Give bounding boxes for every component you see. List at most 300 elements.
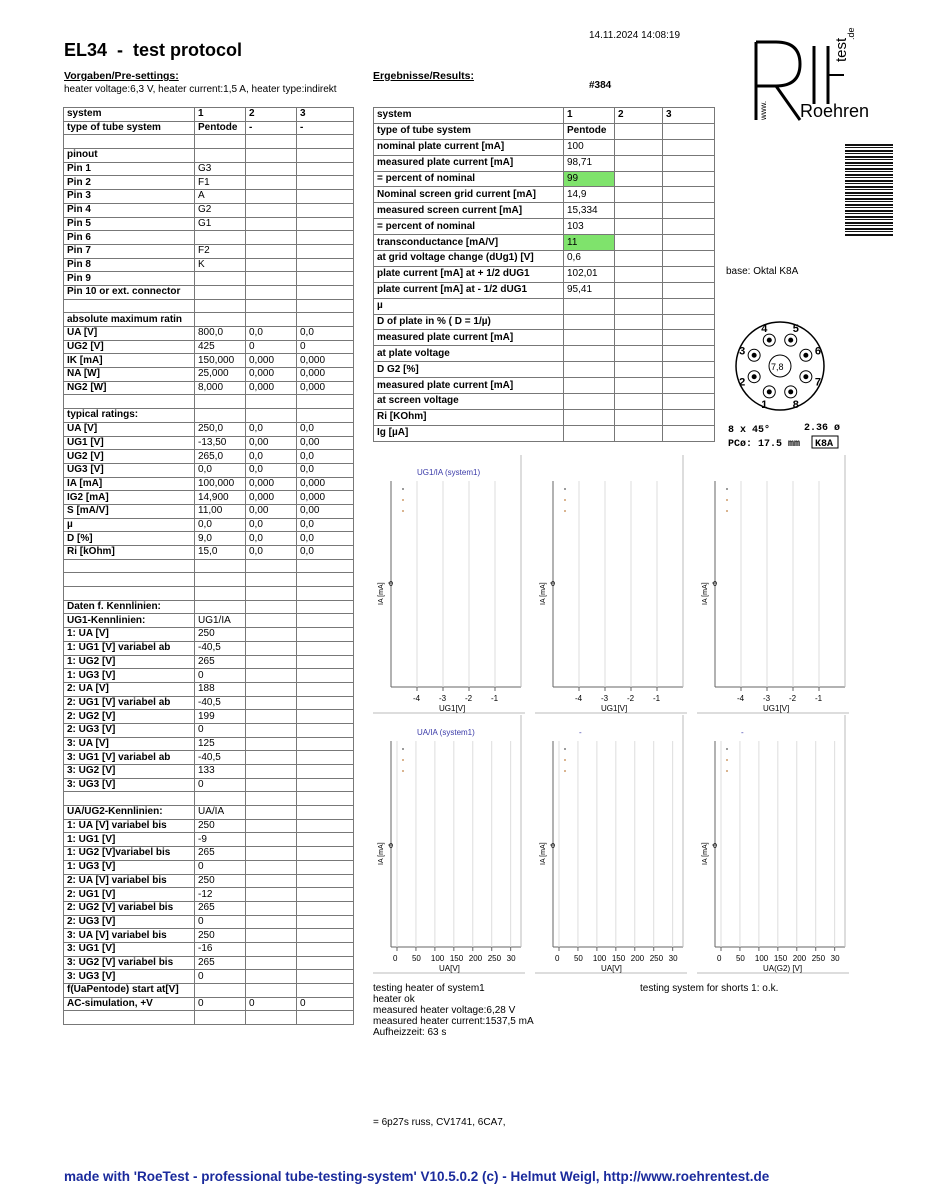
value-cell-system3 xyxy=(663,298,715,314)
value-cell-system2 xyxy=(246,285,297,299)
row-label-cell: Pin 3 xyxy=(64,190,195,204)
table-row xyxy=(64,285,354,299)
table-row xyxy=(64,546,354,560)
value-cell-system2 xyxy=(246,888,297,902)
table-row xyxy=(64,860,354,874)
value-cell-system1: -40,5 xyxy=(195,696,246,710)
value-cell-system1: 11 xyxy=(564,235,615,251)
chart-legend-marker xyxy=(402,488,404,490)
value-cell-system1: F1 xyxy=(195,176,246,190)
row-label-cell: UA [V] xyxy=(64,327,195,341)
value-cell-system2 xyxy=(615,155,663,171)
chart-x-tick-label: 200 xyxy=(630,954,645,963)
value-cell-system2 xyxy=(246,600,297,614)
table-row xyxy=(64,915,354,929)
value-cell-system2 xyxy=(246,587,297,601)
value-cell-system3 xyxy=(297,1011,354,1025)
value-cell-system2: 0,0 xyxy=(246,546,297,560)
value-cell-system1: 14,900 xyxy=(195,491,246,505)
value-cell-system1: 102,01 xyxy=(564,266,615,282)
table-row xyxy=(64,149,354,163)
value-cell-system3: 0 xyxy=(297,340,354,354)
value-cell-system1: -9 xyxy=(195,833,246,847)
value-cell-system1 xyxy=(564,298,615,314)
value-cell-system1: 100 xyxy=(564,139,615,155)
value-cell-system1: 265 xyxy=(195,901,246,915)
value-cell-system3 xyxy=(663,314,715,330)
value-cell-system3 xyxy=(297,559,354,573)
table-row xyxy=(64,641,354,655)
footer-credit: made with 'RoeTest - professional tube-testing-system' V10.5.0.2 (c) - Helmut Weigl, http://www.roehrentest.de xyxy=(64,1169,770,1184)
value-cell-system3 xyxy=(297,614,354,628)
value-cell-system2: - xyxy=(246,121,297,135)
value-cell-system3 xyxy=(663,139,715,155)
chart-x-tick-label: 100 xyxy=(754,954,769,963)
value-cell-system3 xyxy=(297,778,354,792)
value-cell-system2 xyxy=(246,135,297,149)
chart-y-zero-label: 0 xyxy=(389,581,393,588)
table-row xyxy=(64,696,354,710)
chart-legend-marker xyxy=(726,770,728,772)
value-cell-system1 xyxy=(195,1011,246,1025)
table-row xyxy=(64,778,354,792)
row-label-cell: Pin 4 xyxy=(64,203,195,217)
table-row xyxy=(64,669,354,683)
value-cell-system3 xyxy=(297,409,354,423)
value-cell-system2 xyxy=(246,723,297,737)
socket-pin-number: 3 xyxy=(739,345,746,358)
value-cell-system1: 199 xyxy=(195,710,246,724)
equivalent-tubes: = 6p27s russ, CV1741, 6CA7, xyxy=(373,1117,506,1128)
table-row xyxy=(64,108,354,122)
table-row xyxy=(64,491,354,505)
table-row xyxy=(64,833,354,847)
chart-x-tick-label: -2 xyxy=(465,694,473,703)
value-cell-system3: 0,0 xyxy=(297,532,354,546)
value-cell-system3 xyxy=(297,655,354,669)
value-cell-system3 xyxy=(297,942,354,956)
value-cell-system1 xyxy=(195,409,246,423)
chart-x-tick-label: -4 xyxy=(413,694,421,703)
logo-brand-text: Roehren xyxy=(800,101,870,121)
value-cell-system3 xyxy=(297,723,354,737)
row-label-cell xyxy=(64,587,195,601)
value-cell-system2 xyxy=(615,378,663,394)
value-cell-system2 xyxy=(246,149,297,163)
row-label-cell: UG3 [V] xyxy=(64,463,195,477)
table-row xyxy=(64,217,354,231)
row-label-cell: 2: UG2 [V] variabel bis xyxy=(64,901,195,915)
table-row xyxy=(64,368,354,382)
row-label-cell: Pin 7 xyxy=(64,244,195,258)
table-row xyxy=(64,710,354,724)
chart-legend-marker xyxy=(726,488,728,490)
chart-x-tick-label: 0 xyxy=(555,954,560,963)
value-cell-system3 xyxy=(297,587,354,601)
chart-background xyxy=(697,455,849,717)
value-cell-system3 xyxy=(663,171,715,187)
value-cell-system1 xyxy=(564,409,615,425)
value-cell-system1: 103 xyxy=(564,219,615,235)
characteristic-chart xyxy=(697,715,849,977)
socket-pin-contact xyxy=(803,353,808,358)
table-row xyxy=(64,600,354,614)
value-cell-system3 xyxy=(297,573,354,587)
value-cell-system3: 3 xyxy=(663,108,715,124)
row-label-cell: typical ratings: xyxy=(64,409,195,423)
row-label-cell: AC-simulation, +V xyxy=(64,997,195,1011)
value-cell-system3 xyxy=(297,737,354,751)
table-row xyxy=(374,108,715,124)
value-cell-system2 xyxy=(615,219,663,235)
table-row xyxy=(374,314,715,330)
chart-legend-marker xyxy=(726,510,728,512)
table-row xyxy=(64,956,354,970)
value-cell-system1: -13,50 xyxy=(195,436,246,450)
value-cell-system1: 8,000 xyxy=(195,381,246,395)
value-cell-system3 xyxy=(297,710,354,724)
value-cell-system1: 265,0 xyxy=(195,450,246,464)
value-cell-system2: 0,000 xyxy=(246,477,297,491)
heater-line: heater ok xyxy=(373,994,415,1005)
value-cell-system3 xyxy=(297,135,354,149)
chart-legend-marker xyxy=(726,759,728,761)
value-cell-system3 xyxy=(663,203,715,219)
value-cell-system1 xyxy=(195,395,246,409)
value-cell-system3 xyxy=(297,190,354,204)
value-cell-system2 xyxy=(246,272,297,286)
chart-x-tick-label: -3 xyxy=(763,694,771,703)
chart-x-tick-label: 250 xyxy=(487,954,502,963)
row-label-cell: Ri [kOhm] xyxy=(64,546,195,560)
table-row xyxy=(64,409,354,423)
row-label-cell: NA [W] xyxy=(64,368,195,382)
row-label-cell: at plate voltage xyxy=(374,346,564,362)
chart-y-zero-label: 0 xyxy=(551,843,555,850)
chart-title: - xyxy=(741,728,744,737)
chart-x-label: UG1[V] xyxy=(601,704,628,713)
value-cell-system1: 0 xyxy=(195,970,246,984)
chart-x-label: UG1[V] xyxy=(439,704,466,713)
value-cell-system1: Pentode xyxy=(564,123,615,139)
row-label-cell: 1: UG3 [V] xyxy=(64,860,195,874)
value-cell-system1: G2 xyxy=(195,203,246,217)
value-cell-system2 xyxy=(246,696,297,710)
value-cell-system1: 0,0 xyxy=(195,463,246,477)
row-label-cell: nominal plate current [mA] xyxy=(374,139,564,155)
results-table xyxy=(373,107,715,442)
value-cell-system1 xyxy=(195,792,246,806)
row-label-cell: 3: UG2 [V] xyxy=(64,765,195,779)
row-label-cell: = percent of nominal xyxy=(374,219,564,235)
value-cell-system2 xyxy=(246,901,297,915)
table-row xyxy=(64,682,354,696)
table-row xyxy=(64,231,354,245)
row-label-cell: = percent of nominal xyxy=(374,171,564,187)
value-cell-system1: 0 xyxy=(195,669,246,683)
socket-pinout-diagram xyxy=(724,310,854,455)
value-cell-system1: UG1/IA xyxy=(195,614,246,628)
value-cell-system2 xyxy=(615,266,663,282)
value-cell-system1: G3 xyxy=(195,162,246,176)
row-label-cell: IA [mA] xyxy=(64,477,195,491)
table-row xyxy=(374,298,715,314)
chart-y-zero-label: 0 xyxy=(389,843,393,850)
value-cell-system3: 0,0 xyxy=(297,422,354,436)
row-label-cell: 1: UG1 [V] variabel ab xyxy=(64,641,195,655)
row-label-cell: plate current [mA] at - 1/2 dUG1 xyxy=(374,282,564,298)
value-cell-system2: 0,000 xyxy=(246,354,297,368)
value-cell-system1 xyxy=(564,330,615,346)
heater-line: Aufheizzeit: 63 s xyxy=(373,1027,447,1038)
value-cell-system2 xyxy=(246,217,297,231)
value-cell-system1: 125 xyxy=(195,737,246,751)
page-title: EL34 - test protocol xyxy=(64,40,243,60)
value-cell-system2 xyxy=(246,231,297,245)
value-cell-system1 xyxy=(564,394,615,410)
value-cell-system1: 1 xyxy=(564,108,615,124)
value-cell-system1 xyxy=(195,272,246,286)
row-label-cell: 2: UG3 [V] xyxy=(64,915,195,929)
value-cell-system1: 15,334 xyxy=(564,203,615,219)
value-cell-system2 xyxy=(615,123,663,139)
value-cell-system2 xyxy=(246,874,297,888)
table-row xyxy=(64,354,354,368)
value-cell-system3 xyxy=(663,346,715,362)
value-cell-system3 xyxy=(297,600,354,614)
table-row xyxy=(64,203,354,217)
value-cell-system2 xyxy=(615,409,663,425)
value-cell-system2 xyxy=(246,299,297,313)
chart-x-tick-label: 50 xyxy=(735,954,745,963)
row-label-cell: Pin 8 xyxy=(64,258,195,272)
value-cell-system3 xyxy=(297,258,354,272)
table-row xyxy=(64,614,354,628)
row-label-cell: measured plate current [mA] xyxy=(374,330,564,346)
row-label-cell: 3: UA [V] xyxy=(64,737,195,751)
chart-x-tick-label: 250 xyxy=(649,954,664,963)
value-cell-system3: 0,0 xyxy=(297,518,354,532)
value-cell-system3: 0,0 xyxy=(297,463,354,477)
value-cell-system3 xyxy=(297,819,354,833)
table-row xyxy=(64,244,354,258)
value-cell-system2 xyxy=(246,737,297,751)
row-label-cell xyxy=(64,1011,195,1025)
value-cell-system1: G1 xyxy=(195,217,246,231)
row-label-cell: UG1 [V] xyxy=(64,436,195,450)
chart-y-label: IA [mA] xyxy=(378,842,385,865)
row-label-cell: 1: UG2 [V] xyxy=(64,655,195,669)
value-cell-system1 xyxy=(195,149,246,163)
value-cell-system1 xyxy=(195,559,246,573)
value-cell-system1: 265 xyxy=(195,847,246,861)
table-row xyxy=(64,176,354,190)
chart-x-tick-label: 100 xyxy=(430,954,445,963)
row-label-cell: Pin 1 xyxy=(64,162,195,176)
row-label-cell: 2: UG2 [V] xyxy=(64,710,195,724)
table-row xyxy=(64,559,354,573)
value-cell-system1: 99 xyxy=(564,171,615,187)
table-row xyxy=(64,258,354,272)
socket-pin-number: 1 xyxy=(761,398,768,411)
socket-pin-number: 7 xyxy=(814,376,822,389)
value-cell-system2: 0,000 xyxy=(246,381,297,395)
value-cell-system3 xyxy=(297,833,354,847)
table-row xyxy=(64,792,354,806)
table-row xyxy=(64,655,354,669)
value-cell-system2 xyxy=(615,203,663,219)
table-row xyxy=(64,997,354,1011)
value-cell-system3 xyxy=(663,409,715,425)
row-label-cell: 3: UG2 [V] variabel bis xyxy=(64,956,195,970)
row-label-cell: system xyxy=(64,108,195,122)
value-cell-system3 xyxy=(297,313,354,327)
value-cell-system3 xyxy=(297,217,354,231)
value-cell-system3 xyxy=(297,149,354,163)
row-label-cell: 1: UG1 [V] xyxy=(64,833,195,847)
table-row xyxy=(64,135,354,149)
table-row xyxy=(374,219,715,235)
row-label-cell: measured plate current [mA] xyxy=(374,378,564,394)
value-cell-system1: 95,41 xyxy=(564,282,615,298)
chart-y-label: IA [mA] xyxy=(378,582,385,605)
chart-x-tick-label: 0 xyxy=(393,954,398,963)
value-cell-system1 xyxy=(564,362,615,378)
characteristic-chart xyxy=(535,715,687,977)
row-label-cell xyxy=(64,792,195,806)
chart-x-tick-label: 150 xyxy=(611,954,626,963)
value-cell-system3 xyxy=(297,176,354,190)
value-cell-system1 xyxy=(195,587,246,601)
row-label-cell: plate current [mA] at + 1/2 dUG1 xyxy=(374,266,564,282)
row-label-cell: 1: UA [V] xyxy=(64,628,195,642)
value-cell-system3: 0,0 xyxy=(297,546,354,560)
value-cell-system2 xyxy=(246,806,297,820)
row-label-cell: 3: UG1 [V] xyxy=(64,942,195,956)
value-cell-system3: 0,000 xyxy=(297,381,354,395)
value-cell-system3: 0,000 xyxy=(297,368,354,382)
row-label-cell: UG2 [V] xyxy=(64,340,195,354)
value-cell-system2 xyxy=(246,203,297,217)
table-row xyxy=(64,121,354,135)
table-row xyxy=(64,518,354,532)
value-cell-system2 xyxy=(246,614,297,628)
value-cell-system1: 250 xyxy=(195,819,246,833)
value-cell-system2 xyxy=(246,1011,297,1025)
table-row xyxy=(64,162,354,176)
chart-x-tick-label: -4 xyxy=(737,694,745,703)
row-label-cell: 1: UG3 [V] xyxy=(64,669,195,683)
value-cell-system3 xyxy=(297,956,354,970)
value-cell-system3 xyxy=(663,123,715,139)
table-row xyxy=(374,409,715,425)
chart-background xyxy=(535,715,687,977)
chart-x-label: UA[V] xyxy=(439,964,460,973)
value-cell-system3 xyxy=(297,860,354,874)
chart-x-tick-label: 30 xyxy=(668,954,678,963)
value-cell-system1 xyxy=(195,285,246,299)
table-row xyxy=(374,282,715,298)
value-cell-system2 xyxy=(615,298,663,314)
socket-pin-number: 8 xyxy=(792,398,799,411)
table-row xyxy=(374,378,715,394)
value-cell-system1: 100,000 xyxy=(195,477,246,491)
row-label-cell: Daten f. Kennlinien: xyxy=(64,600,195,614)
value-cell-system1 xyxy=(195,299,246,313)
value-cell-system3 xyxy=(297,395,354,409)
row-label-cell: Ig [µA] xyxy=(374,425,564,441)
socket-pin-contact xyxy=(752,374,757,379)
socket-pin-contact xyxy=(788,389,793,394)
row-label-cell: measured plate current [mA] xyxy=(374,155,564,171)
timestamp: 14.11.2024 14:08:19 xyxy=(589,30,681,41)
value-cell-system2 xyxy=(246,778,297,792)
chart-x-tick-label: -4 xyxy=(575,694,583,703)
table-row xyxy=(374,155,715,171)
base-code-label: K8A xyxy=(815,439,834,450)
socket-pin-contact xyxy=(767,389,772,394)
logo-www-text: www. xyxy=(759,100,768,120)
value-cell-system3 xyxy=(297,244,354,258)
chart-x-tick-label: 150 xyxy=(449,954,464,963)
value-cell-system3 xyxy=(663,235,715,251)
characteristic-chart xyxy=(697,455,849,717)
value-cell-system2 xyxy=(246,655,297,669)
value-cell-system2 xyxy=(246,792,297,806)
chart-title: UA/IA (system1) xyxy=(417,728,475,737)
value-cell-system3 xyxy=(297,203,354,217)
value-cell-system2 xyxy=(246,710,297,724)
socket-pin-contact xyxy=(752,353,757,358)
chart-legend-marker xyxy=(726,499,728,501)
table-row xyxy=(374,123,715,139)
table-row xyxy=(64,340,354,354)
value-cell-system2 xyxy=(615,235,663,251)
value-cell-system1: 0 xyxy=(195,723,246,737)
value-cell-system3: 0,0 xyxy=(297,327,354,341)
socket-pin-number: 2 xyxy=(739,376,746,389)
presettings-line: heater voltage:6,3 V, heater current:1,5 A, heater type:indirekt xyxy=(64,84,337,95)
value-cell-system3: 0,0 xyxy=(297,450,354,464)
barcode-graphic xyxy=(845,144,893,236)
table-row xyxy=(64,874,354,888)
row-label-cell: 1: UA [V] variabel bis xyxy=(64,819,195,833)
value-cell-system2 xyxy=(615,330,663,346)
value-cell-system2 xyxy=(615,251,663,267)
chart-x-tick-label: 250 xyxy=(811,954,826,963)
chart-x-tick-label: 200 xyxy=(792,954,807,963)
value-cell-system3 xyxy=(663,378,715,394)
value-cell-system2 xyxy=(246,313,297,327)
value-cell-system2 xyxy=(246,929,297,943)
table-row xyxy=(64,970,354,984)
socket-center-label: 7,8 xyxy=(771,362,784,372)
chart-x-tick-label: -3 xyxy=(601,694,609,703)
value-cell-system2: 0 xyxy=(246,997,297,1011)
chart-legend-marker xyxy=(402,499,404,501)
table-row xyxy=(64,929,354,943)
value-cell-system1: 0 xyxy=(195,915,246,929)
value-cell-system2: 0,00 xyxy=(246,504,297,518)
value-cell-system1: A xyxy=(195,190,246,204)
value-cell-system2 xyxy=(246,751,297,765)
chart-x-tick-label: 50 xyxy=(411,954,421,963)
row-label-cell: µ xyxy=(64,518,195,532)
table-row xyxy=(374,171,715,187)
chart-legend-marker xyxy=(564,510,566,512)
table-row xyxy=(64,477,354,491)
row-label-cell: Ri [KOhm] xyxy=(374,409,564,425)
